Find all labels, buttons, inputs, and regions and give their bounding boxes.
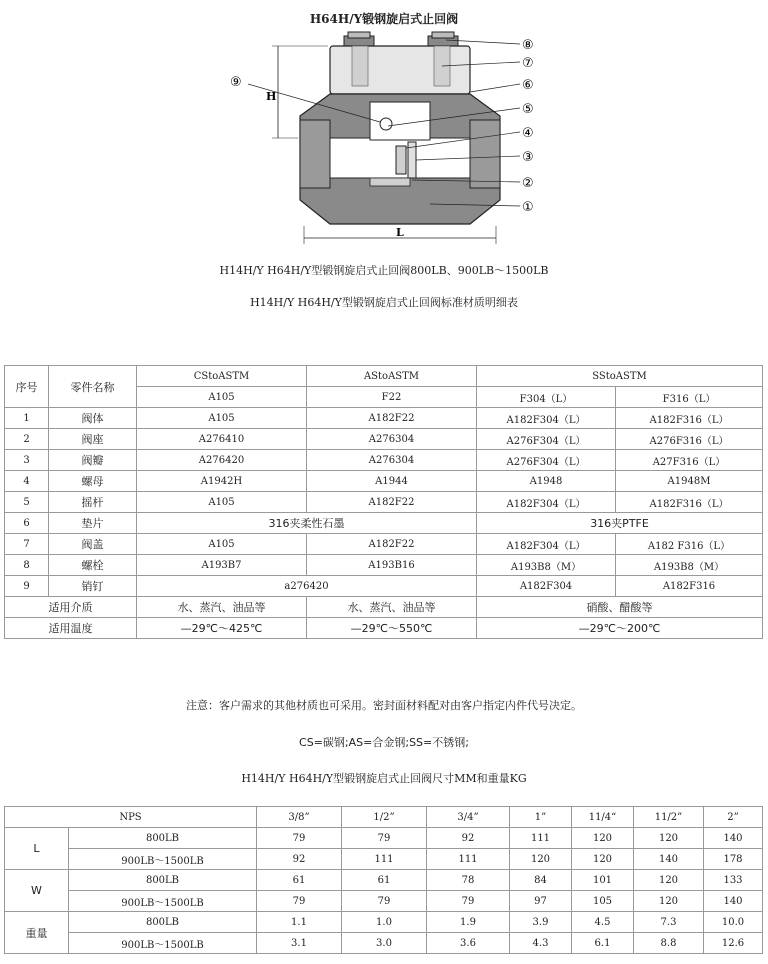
value-cell: 79 bbox=[342, 828, 427, 849]
class-cell: 800LB bbox=[69, 828, 257, 849]
size-col: 1” bbox=[510, 807, 572, 828]
row-ss2: A1948M bbox=[616, 471, 763, 492]
callout-2: ② bbox=[522, 176, 534, 191]
class-cell: 900LB～1500LB bbox=[69, 933, 257, 954]
table-row-temp bbox=[5, 618, 763, 639]
table-row bbox=[5, 576, 763, 597]
caption-material: H14H/Y H64H/Y型锻钢旋启式止回阀标准材质明细表 bbox=[250, 296, 518, 309]
row-ss2: A182F316 bbox=[616, 576, 763, 597]
value-cell: 12.6 bbox=[704, 933, 763, 954]
temp-ss: —29℃～200℃ bbox=[477, 618, 763, 639]
value-cell: 111 bbox=[427, 849, 510, 870]
size-col: 11/2” bbox=[634, 807, 704, 828]
value-cell: 61 bbox=[342, 870, 427, 891]
row-no: 5 bbox=[5, 492, 49, 513]
row-as: A182F22 bbox=[307, 492, 477, 513]
row-cs: A193B7 bbox=[137, 555, 307, 576]
row-no: 7 bbox=[5, 534, 49, 555]
table-row bbox=[5, 408, 763, 429]
table-row-medium bbox=[5, 597, 763, 618]
value-cell: 140 bbox=[704, 891, 763, 912]
dim-l-label: L bbox=[396, 226, 404, 239]
callout-9: ⑨ bbox=[230, 75, 242, 90]
value-cell: 120 bbox=[634, 828, 704, 849]
value-cell: 1.9 bbox=[427, 912, 510, 933]
material-legend: CS=碳钢;AS=合金钢;SS=不锈钢; bbox=[299, 736, 469, 749]
value-cell: 133 bbox=[704, 870, 763, 891]
row-ss2: A182F316（L） bbox=[616, 492, 763, 513]
row-cs: A105 bbox=[137, 408, 307, 429]
nps-label: NPS bbox=[5, 807, 257, 828]
value-cell: 120 bbox=[572, 849, 634, 870]
row-part: 阀座 bbox=[49, 429, 137, 450]
row-as: A1944 bbox=[307, 471, 477, 492]
value-cell: 84 bbox=[510, 870, 572, 891]
value-cell: 7.3 bbox=[634, 912, 704, 933]
row-as: A182F22 bbox=[307, 534, 477, 555]
row-part: 阀体 bbox=[49, 408, 137, 429]
caption-main: H14H/Y H64H/Y型锻钢旋启式止回阀800LB、900LB～1500LB bbox=[219, 264, 549, 277]
value-cell: 6.1 bbox=[572, 933, 634, 954]
disc bbox=[396, 146, 406, 174]
value-cell: 140 bbox=[704, 828, 763, 849]
row-part: 阀盖 bbox=[49, 534, 137, 555]
size-col: 11/4“ bbox=[572, 807, 634, 828]
dim-h-label: H bbox=[266, 90, 277, 103]
row-no: 9 bbox=[5, 576, 49, 597]
caption-dim: H14H/Y H64H/Y型锻钢旋启式止回阀尺寸MM和重量KG bbox=[241, 772, 527, 785]
table-row bbox=[5, 891, 763, 912]
value-cell: 79 bbox=[342, 891, 427, 912]
row-part: 销钉 bbox=[49, 576, 137, 597]
row-ss1: A182F304 bbox=[477, 576, 616, 597]
row-ss: 316夹PTFE bbox=[477, 513, 763, 534]
row-part: 摇杆 bbox=[49, 492, 137, 513]
value-cell: 120 bbox=[510, 849, 572, 870]
row-part: 螺母 bbox=[49, 471, 137, 492]
value-cell: 140 bbox=[634, 849, 704, 870]
row-ss1: A182F304（L） bbox=[477, 408, 616, 429]
table-row bbox=[5, 492, 763, 513]
row-no: 2 bbox=[5, 429, 49, 450]
temp-label: 适用温度 bbox=[5, 618, 137, 639]
temp-as: —29℃～550℃ bbox=[307, 618, 477, 639]
value-cell: 1.1 bbox=[257, 912, 342, 933]
callout-3: ③ bbox=[522, 150, 534, 165]
header-as-sub: F22 bbox=[307, 387, 477, 408]
value-cell: 79 bbox=[257, 828, 342, 849]
table-row bbox=[5, 555, 763, 576]
dimension-table bbox=[4, 806, 763, 954]
medium-as: 水、蒸汽、油品等 bbox=[307, 597, 477, 618]
row-no: 1 bbox=[5, 408, 49, 429]
class-cell: 800LB bbox=[69, 870, 257, 891]
callout-7: ⑦ bbox=[522, 56, 534, 71]
row-as: A193B16 bbox=[307, 555, 477, 576]
medium-ss: 硝酸、醋酸等 bbox=[477, 597, 763, 618]
size-col: 1/2” bbox=[342, 807, 427, 828]
value-cell: 61 bbox=[257, 870, 342, 891]
callout-4: ④ bbox=[522, 126, 534, 141]
valve-section-diagram bbox=[220, 28, 550, 258]
row-no: 4 bbox=[5, 471, 49, 492]
row-no: 8 bbox=[5, 555, 49, 576]
value-cell: 120 bbox=[634, 870, 704, 891]
value-cell: 97 bbox=[510, 891, 572, 912]
table-row bbox=[5, 912, 763, 933]
value-cell: 3.1 bbox=[257, 933, 342, 954]
group-label: W bbox=[5, 870, 69, 912]
value-cell: 105 bbox=[572, 891, 634, 912]
material-table bbox=[4, 365, 763, 639]
row-cs: A276410 bbox=[137, 429, 307, 450]
value-cell: 92 bbox=[257, 849, 342, 870]
value-cell: 78 bbox=[427, 870, 510, 891]
row-ss2: A193B8（M） bbox=[616, 555, 763, 576]
header-seq: 序号 bbox=[5, 366, 49, 408]
row-as: A182F22 bbox=[307, 408, 477, 429]
class-cell: 900LB～1500LB bbox=[69, 849, 257, 870]
row-as: A276304 bbox=[307, 450, 477, 471]
row-part: 阀瓣 bbox=[49, 450, 137, 471]
group-label: L bbox=[5, 828, 69, 870]
callout-1: ① bbox=[522, 200, 534, 215]
value-cell: 3.9 bbox=[510, 912, 572, 933]
row-cs: A105 bbox=[137, 492, 307, 513]
header-cs-sub: A105 bbox=[137, 387, 307, 408]
header-part: 零件名称 bbox=[49, 366, 137, 408]
table-row bbox=[5, 828, 763, 849]
row-ss1: A182F304（L） bbox=[477, 534, 616, 555]
row-ss1: A276F304（L） bbox=[477, 450, 616, 471]
header-cs: CStoASTM bbox=[137, 366, 307, 387]
value-cell: 111 bbox=[342, 849, 427, 870]
value-cell: 3.6 bbox=[427, 933, 510, 954]
row-no: 3 bbox=[5, 450, 49, 471]
row-cs: A1942H bbox=[137, 471, 307, 492]
group-label: 重量 bbox=[5, 912, 69, 954]
row-as: A276304 bbox=[307, 429, 477, 450]
table-row bbox=[5, 513, 763, 534]
value-cell: 8.8 bbox=[634, 933, 704, 954]
value-cell: 120 bbox=[634, 891, 704, 912]
table-row bbox=[5, 429, 763, 450]
page-title: H64H/Y锻钢旋启式止回阀 bbox=[309, 12, 459, 26]
table-row bbox=[5, 450, 763, 471]
row-ss2: A27F316（L） bbox=[616, 450, 763, 471]
value-cell: 1.0 bbox=[342, 912, 427, 933]
row-ss1: A276F304（L） bbox=[477, 429, 616, 450]
row-part: 垫片 bbox=[49, 513, 137, 534]
table-row bbox=[5, 534, 763, 555]
callout-5: ⑤ bbox=[522, 102, 534, 117]
table-row bbox=[5, 870, 763, 891]
value-cell: 79 bbox=[427, 891, 510, 912]
value-cell: 79 bbox=[257, 891, 342, 912]
table-row bbox=[5, 933, 763, 954]
class-cell: 800LB bbox=[69, 912, 257, 933]
header-ss-sub2: F316（L） bbox=[616, 387, 763, 408]
row-ss1: A193B8（M） bbox=[477, 555, 616, 576]
size-col: 2” bbox=[704, 807, 763, 828]
value-cell: 101 bbox=[572, 870, 634, 891]
value-cell: 92 bbox=[427, 828, 510, 849]
value-cell: 178 bbox=[704, 849, 763, 870]
row-ss1: A182F304（L） bbox=[477, 492, 616, 513]
value-cell: 120 bbox=[572, 828, 634, 849]
callout-6: ⑥ bbox=[522, 78, 534, 93]
temp-cs: —29℃～425℃ bbox=[137, 618, 307, 639]
row-cs: A105 bbox=[137, 534, 307, 555]
class-cell: 900LB～1500LB bbox=[69, 891, 257, 912]
callout-8: ⑧ bbox=[522, 38, 534, 53]
header-ss: SStoASTM bbox=[477, 366, 763, 387]
row-ss1: A1948 bbox=[477, 471, 616, 492]
bolt-left bbox=[344, 32, 374, 46]
row-part: 螺栓 bbox=[49, 555, 137, 576]
row-no: 6 bbox=[5, 513, 49, 534]
row-cs-as: a276420 bbox=[137, 576, 477, 597]
row-cs: A276420 bbox=[137, 450, 307, 471]
table-row bbox=[5, 471, 763, 492]
medium-cs: 水、蒸汽、油品等 bbox=[137, 597, 307, 618]
bolt-right bbox=[428, 32, 458, 46]
size-col: 3/4” bbox=[427, 807, 510, 828]
header-ss-sub1: F304（L） bbox=[477, 387, 616, 408]
table-row bbox=[5, 849, 763, 870]
row-cs-as: 316夹柔性石墨 bbox=[137, 513, 477, 534]
pin bbox=[380, 118, 392, 130]
row-ss2: A182F316（L） bbox=[616, 408, 763, 429]
row-ss2: A182 F316（L） bbox=[616, 534, 763, 555]
value-cell: 111 bbox=[510, 828, 572, 849]
material-note: 注意：客户需求的其他材质也可采用。密封面材料配对由客户指定内件代号决定。 bbox=[186, 699, 582, 712]
value-cell: 4.5 bbox=[572, 912, 634, 933]
value-cell: 10.0 bbox=[704, 912, 763, 933]
value-cell: 3.0 bbox=[342, 933, 427, 954]
row-ss2: A276F316（L） bbox=[616, 429, 763, 450]
header-as: AStoASTM bbox=[307, 366, 477, 387]
value-cell: 4.3 bbox=[510, 933, 572, 954]
size-col: 3/8” bbox=[257, 807, 342, 828]
medium-label: 适用介质 bbox=[5, 597, 137, 618]
